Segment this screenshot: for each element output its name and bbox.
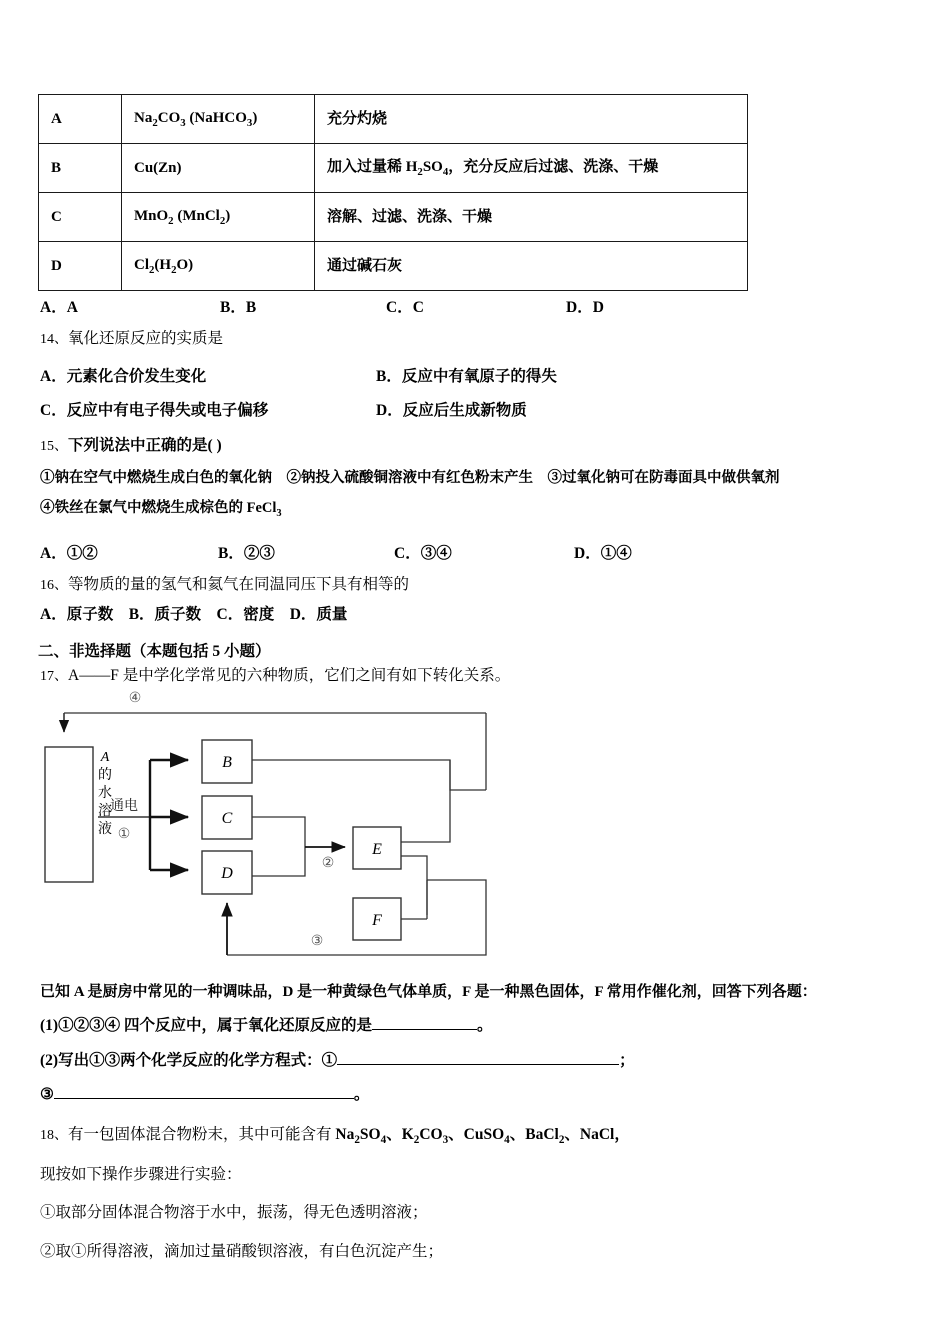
q17-stem-text: A——F 是中学化学常见的六种物质，它们之间有如下转化关系。 bbox=[68, 667, 511, 684]
row-formula: MnO$_2$ (MnCl$_2$) bbox=[122, 193, 315, 242]
q13-choice-a[interactable]: A．A bbox=[40, 299, 78, 316]
q17-stem bbox=[40, 667, 510, 686]
q17-part-3 bbox=[40, 1086, 369, 1105]
q17-given-conditions: 已知 A 是厨房中常见的一种调味品，D 是一种黄绿色气体单质，F 是一种黑色固体，F 常用作催化剂，回答下列各题： bbox=[40, 984, 817, 1000]
source-box-line-1: 的 bbox=[98, 767, 112, 783]
purification-options-table bbox=[38, 94, 748, 291]
q14-number: 14、 bbox=[40, 332, 68, 347]
table-row bbox=[39, 242, 748, 291]
q14-choices-row2 bbox=[40, 398, 527, 420]
q18-step-1: ①取部分固体混合物溶于水中，振荡，得无色透明溶液； bbox=[40, 1204, 428, 1221]
row-formula: Cu(Zn) bbox=[122, 144, 315, 193]
q14-choices-row1 bbox=[40, 364, 557, 386]
reaction-label-4: ④ bbox=[128, 690, 142, 705]
q17-part-1-tail: 。 bbox=[476, 1017, 493, 1034]
q17-part-2-tail: ； bbox=[619, 1052, 635, 1069]
q17-part-3-tail: 。 bbox=[353, 1086, 370, 1103]
q17-part-3-answer-blank[interactable] bbox=[54, 1098, 354, 1099]
q14-choice-c[interactable]: C．反应中有电子得失或电子偏移 bbox=[40, 402, 269, 419]
q13-choices bbox=[40, 295, 604, 317]
source-box-line-3: 溶 bbox=[98, 803, 112, 819]
q15-choice-d[interactable]: D．①④ bbox=[574, 545, 632, 562]
q17-part-2 bbox=[40, 1052, 635, 1071]
transformation-flow-diagram bbox=[40, 690, 520, 965]
q15-stem bbox=[40, 437, 222, 456]
source-box-line-2: 水 bbox=[98, 785, 112, 801]
q16-stem-text: 等物质的量的氢气和氦气在同温同压下具有相等的 bbox=[68, 576, 410, 593]
node-label-E: E bbox=[372, 841, 382, 858]
source-box-line-0: A bbox=[100, 750, 110, 765]
source-box-A-solution bbox=[45, 747, 93, 882]
table-row bbox=[39, 193, 748, 242]
q15-stem-text: 下列说法中正确的是( ) bbox=[68, 437, 222, 454]
q15-choice-b[interactable]: B．②③ bbox=[218, 545, 275, 562]
q18-stem bbox=[40, 1126, 630, 1147]
q14-stem bbox=[40, 330, 223, 349]
process-label-electrolysis: 通电 bbox=[110, 797, 138, 813]
q18-number: 18、 bbox=[40, 1128, 68, 1143]
q17-part-2-text: (2)写出①③两个化学反应的化学方程式：① bbox=[40, 1052, 338, 1069]
q13-choice-b[interactable]: B．B bbox=[220, 299, 257, 316]
q16-choices[interactable]: A．原子数 B．质子数 C．密度 D．质量 bbox=[40, 606, 348, 623]
q18-line-2: 现按如下操作步骤进行实验： bbox=[40, 1166, 242, 1183]
row-letter: A bbox=[39, 95, 122, 144]
q15-statements-line-2: ④铁丝在氯气中燃烧生成棕色的 FeCl$_3$ bbox=[40, 500, 282, 519]
row-method: 加入过量稀 $H_2SO_4$，充分反应后过滤、洗涤、干燥 bbox=[315, 144, 748, 193]
q18-step-2: ②取①所得溶液，滴加过量硝酸钡溶液，有白色沉淀产生； bbox=[40, 1243, 444, 1260]
node-label-D: D bbox=[221, 865, 233, 882]
table-row bbox=[39, 144, 748, 193]
q14-choice-a[interactable]: A．元素化合价发生变化 bbox=[40, 368, 207, 385]
reaction-label-1: ① bbox=[117, 825, 131, 841]
edge-E-up-to-loop bbox=[401, 760, 450, 842]
q17-part-1-text: (1)①②③④ 四个反应中，属于氧化还原反应的是 bbox=[40, 1017, 372, 1034]
edge-E-down bbox=[401, 856, 427, 915]
q14-stem-text: 氧化还原反应的实质是 bbox=[68, 330, 224, 347]
q13-choice-d[interactable]: D．D bbox=[566, 299, 604, 316]
row-letter: B bbox=[39, 144, 122, 193]
q17-number: 17、 bbox=[40, 669, 68, 684]
q16-number: 16、 bbox=[40, 578, 68, 593]
node-label-F: F bbox=[372, 912, 382, 929]
row-method: 通过碱石灰 bbox=[315, 242, 748, 291]
q16-stem bbox=[40, 576, 409, 595]
q15-number: 15、 bbox=[40, 439, 68, 454]
q15-choice-a[interactable]: A．①② bbox=[40, 545, 98, 562]
row-method: 溶解、过滤、洗涤、干燥 bbox=[315, 193, 748, 242]
q13-choice-c[interactable]: C．C bbox=[386, 299, 424, 316]
edge-B-to-loop4 bbox=[252, 760, 486, 790]
node-label-B: B bbox=[222, 754, 232, 771]
row-letter: C bbox=[39, 193, 122, 242]
q14-choice-b[interactable]: B．反应中有氧原子的得失 bbox=[376, 368, 557, 385]
q14-choice-d[interactable]: D．反应后生成新物质 bbox=[376, 402, 527, 419]
row-formula: $Na_2CO_3$ (NaHCO$_3$) bbox=[122, 95, 315, 144]
q15-choices bbox=[40, 541, 632, 563]
q17-part-1-answer-blank[interactable] bbox=[372, 1029, 477, 1030]
reaction-label-3: ③ bbox=[310, 932, 324, 948]
q17-part-1 bbox=[40, 1017, 492, 1036]
q15-statements-line-1: ①钠在空气中燃烧生成白色的氧化钠 ②钠投入硫酸铜溶液中有红色粉末产生 ③过氧化钠可在防毒面具中做供氧剂 bbox=[40, 470, 780, 486]
q15-choice-c[interactable]: C．③④ bbox=[394, 545, 452, 562]
reaction-label-2: ② bbox=[321, 854, 335, 870]
edge-C-merge bbox=[252, 817, 305, 847]
row-formula: $Cl_2(H_2O)$ bbox=[122, 242, 315, 291]
section-2-heading: 二、非选择题（本题包括 5 小题） bbox=[38, 643, 271, 660]
q17-part-2-answer-blank[interactable] bbox=[337, 1064, 619, 1065]
source-box-line-4: 液 bbox=[98, 821, 112, 837]
table-row bbox=[39, 95, 748, 144]
edge-D-merge bbox=[252, 847, 305, 876]
node-label-C: C bbox=[221, 810, 233, 827]
row-letter: D bbox=[39, 242, 122, 291]
q18-stem-text: 有一包固体混合物粉末，其中可能含有 $Na_2SO_4$、$K_2CO_3$、CuSO$_4$、BaCl$_2$、NaCl， bbox=[68, 1126, 630, 1147]
row-method: 充分灼烧 bbox=[315, 95, 748, 144]
source-box-text bbox=[87, 749, 123, 839]
q17-part-3-marker: ③ bbox=[40, 1086, 54, 1103]
